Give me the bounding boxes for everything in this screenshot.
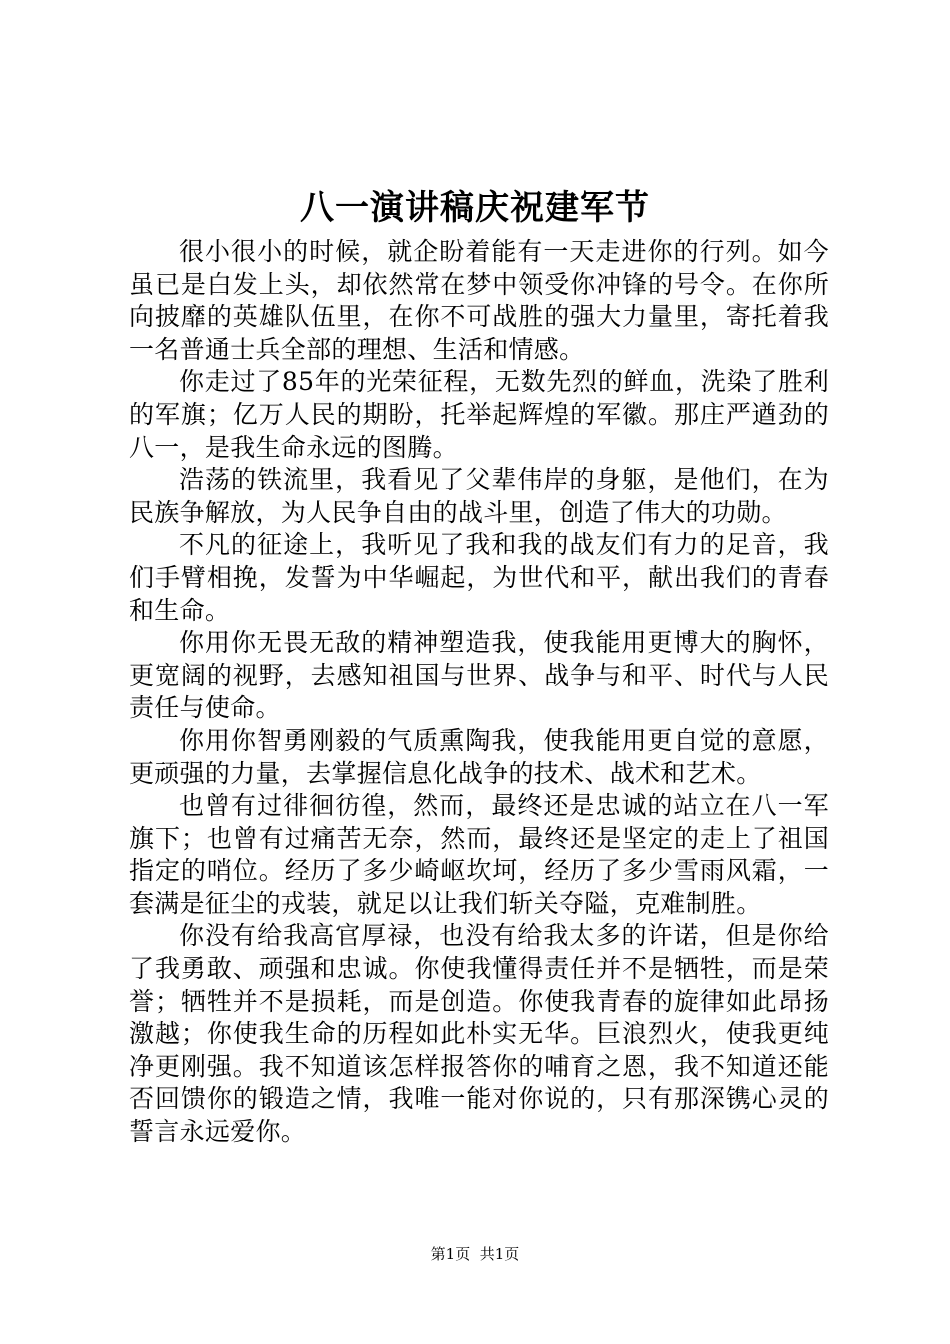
paragraph: 浩荡的铁流里，我看见了父辈伟岸的身躯，是他们，在为民族争解放，为人民争自由的战斗里，创造了伟大的功勋。 [129, 465, 829, 527]
paragraph: 很小很小的时候，就企盼着能有一天走进你的行列。如今虽已是白发上头，却依然常在梦中领受你冲锋的号令。在你所向披靡的英雄队伍里，在你不可战胜的强大力量里，寄托着我一名普通士兵全部的理想、生活和情感。 [129, 237, 829, 364]
page-number: 第1页 [430, 1245, 471, 1263]
document-title: 八一演讲稿庆祝建军节 [300, 188, 650, 228]
paragraph: 你走过了85年的光荣征程，无数先烈的鲜血，洗染了胜利的军旗；亿万人民的期盼，托举起辉煌的军徽。那庄严遒劲的八一，是我生命永远的图腾。 [129, 367, 829, 462]
paragraph: 你没有给我高官厚禄，也没有给我太多的许诺，但是你给了我勇敢、顽强和忠诚。你使我懂得责任并不是牺牲，而是荣誉；牺牲并不是损耗，而是创造。你使我青春的旋律如此昂扬激越；你使我生命的历程如此朴实无华。巨浪烈火，使我更纯净更刚强。我不知道该怎样报答你的哺育之恩，我不知道还能否回馈你的锻造之情，我唯一能对你说的，只有那深镌心灵的誓言永远爱你。 [129, 921, 829, 1147]
page-footer [0, 1244, 950, 1264]
paragraph: 也曾有过徘徊彷徨，然而，最终还是忠诚的站立在八一军旗下；也曾有过痛苦无奈，然而，最终还是坚定的走上了祖国指定的哨位。经历了多少崎岖坎坷，经历了多少雪雨风霜，一套满是征尘的戎装，就足以让我们斩关夺隘，克难制胜。 [129, 791, 829, 918]
paragraph: 你用你无畏无敌的精神塑造我，使我能用更博大的胸怀，更宽阔的视野，去感知祖国与世界、战争与和平、时代与人民责任与使命。 [129, 628, 829, 723]
footer-spacer [470, 1245, 480, 1263]
paragraph: 不凡的征途上，我听见了我和我的战友们有力的足音，我们手臂相挽，发誓为中华崛起，为世代和平，献出我们的青春和生命。 [129, 530, 829, 625]
page-total: 共1页 [479, 1245, 520, 1263]
paragraph: 你用你智勇刚毅的气质熏陶我，使我能用更自觉的意愿，更顽强的力量，去掌握信息化战争的技术、战术和艺术。 [129, 725, 829, 788]
document-body [129, 236, 829, 1149]
